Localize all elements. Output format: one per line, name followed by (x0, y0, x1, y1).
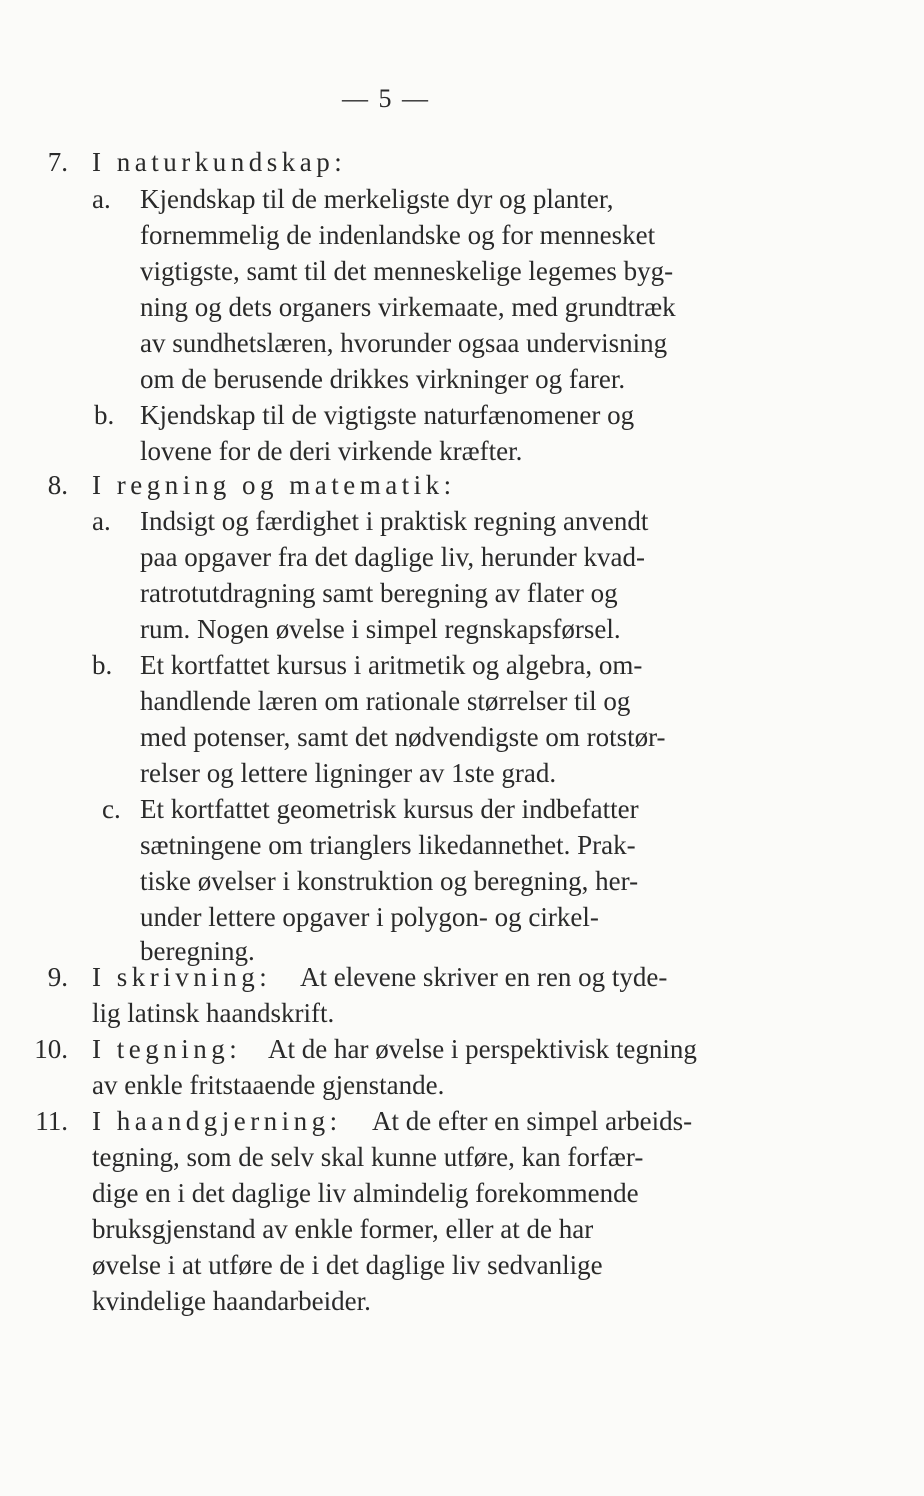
section-text: At elevene skriver en ren og tyde- (300, 962, 668, 992)
section-text: tegning, som de selv skal kunne utføre, kan forfær- (92, 1142, 644, 1172)
section-text: At de efter en simpel arbeids- (372, 1106, 693, 1136)
item-text: med potenser, samt det nødvendigste om rotstør- (140, 722, 666, 752)
section-heading: I skrivning: (92, 962, 272, 992)
section-text: kvindelige haandarbeider. (92, 1286, 371, 1316)
item-letter: a. (92, 506, 111, 536)
item-text: tiske øvelser i konstruktion og beregning, her- (140, 866, 639, 896)
item-text: ratrotutdragning samt beregning av flater og (140, 578, 618, 608)
section-number: 7. (47, 147, 68, 177)
section-number: 10. (34, 1034, 68, 1064)
item-text: ning og dets organers virkemaate, med grundtræk (140, 292, 676, 322)
item-text: fornemmelig de indenlandske og for mennesket (140, 220, 656, 250)
page-number: — 5 — (342, 84, 430, 113)
item-text: lovene for de deri virkende kræfter. (140, 436, 523, 466)
item-text: om de berusende drikkes virkninger og farer. (140, 364, 626, 394)
section-number: 9. (47, 962, 68, 992)
item-text: vigtigste, samt til det menneskelige legemes byg- (140, 256, 674, 286)
item-text: rum. Nogen øvelse i simpel regnskapsførsel. (140, 614, 621, 644)
item-text: Et kortfattet geometrisk kursus der indbefatter (140, 794, 639, 824)
item-letter: b. (94, 400, 115, 430)
section-heading: I naturkundskap: (92, 147, 347, 177)
section-number: 11. (35, 1106, 68, 1136)
item-letter: c. (102, 794, 121, 824)
section-text: dige en i det daglige liv almindelig forekommende (92, 1178, 639, 1208)
section-text: av enkle fritstaaende gjenstande. (92, 1070, 445, 1100)
item-letter: b. (92, 650, 113, 680)
item-text: av sundhetslæren, hvorunder ogsaa undervisning (140, 328, 668, 358)
item-letter: a. (92, 184, 111, 214)
item-text: beregning. (140, 936, 255, 966)
section-text: At de har øvelse i perspektivisk tegning (268, 1034, 697, 1064)
item-text: relser og lettere ligninger av 1ste grad. (140, 758, 557, 788)
item-text: under lettere opgaver i polygon- og cirkel- (140, 902, 599, 932)
section-text: bruksgjenstand av enkle former, eller at de har (92, 1214, 594, 1244)
item-text: Kjendskap til de vigtigste naturfænomener og (140, 400, 635, 430)
item-text: sætningene om trianglers likedannethet. Prak- (140, 830, 636, 860)
item-text: Kjendskap til de merkeligste dyr og planter, (140, 184, 614, 214)
item-text: handlende læren om rationale størrelser til og (140, 686, 631, 716)
section-text: øvelse i at utføre de i det daglige liv sedvanlige (92, 1250, 603, 1280)
item-text: Indsigt og færdighet i praktisk regning anvendt (140, 506, 649, 536)
section-text: lig latinsk haandskrift. (92, 998, 335, 1028)
section-heading: I regning og matematik: (92, 470, 456, 500)
section-heading: I haandgjerning: (92, 1106, 342, 1136)
section-heading: I tegning: (92, 1034, 242, 1064)
item-text: paa opgaver fra det daglige liv, herunder kvad- (140, 542, 646, 572)
item-text: Et kortfattet kursus i aritmetik og algebra, om- (140, 650, 643, 680)
section-number: 8. (47, 470, 68, 500)
